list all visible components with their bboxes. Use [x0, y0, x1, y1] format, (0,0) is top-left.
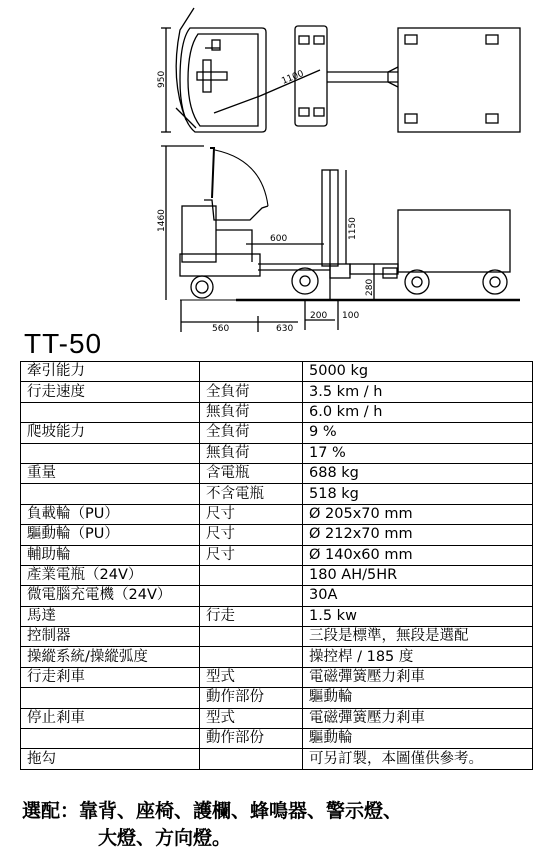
spec-condition: 動作部份: [200, 688, 303, 708]
spec-name: [21, 729, 200, 749]
spec-name: 行走速度: [21, 382, 200, 402]
spec-condition: 尺寸: [200, 525, 303, 545]
spec-value: 30A: [303, 586, 533, 606]
spec-row: [21, 667, 533, 687]
spec-value: Ø 205x70 mm: [303, 504, 533, 524]
dim-200: 200: [310, 311, 328, 321]
spec-name: 拖勾: [21, 749, 200, 769]
spec-value: 驅動輪: [303, 688, 533, 708]
spec-row: [21, 565, 533, 585]
dim-280: 280: [365, 278, 375, 296]
spec-name: [21, 443, 200, 463]
spec-row: [21, 443, 533, 463]
spec-condition: 行走: [200, 606, 303, 626]
spec-value: 驅動輪: [303, 729, 533, 749]
spec-row: [21, 463, 533, 483]
options-line-2: 大燈、方向燈。: [98, 827, 232, 849]
spec-name: [21, 402, 200, 422]
spec-value: 688 kg: [303, 463, 533, 483]
spec-condition: 全負荷: [200, 382, 303, 402]
dim-1460: 1460: [157, 209, 167, 232]
spec-name: 輔助輪: [21, 545, 200, 565]
spec-row: [21, 729, 533, 749]
top-view-wagon: [295, 26, 520, 132]
spec-table: [20, 361, 533, 770]
spec-condition: 不含電瓶: [200, 484, 303, 504]
spec-row: [21, 749, 533, 769]
spec-name: 產業電瓶（24V）: [21, 565, 200, 585]
spec-row: [21, 484, 533, 504]
spec-value: 3.5 km / h: [303, 382, 533, 402]
spec-condition: [200, 647, 303, 667]
spec-condition: 無負荷: [200, 402, 303, 422]
dim-1150: 1150: [348, 217, 358, 240]
spec-name: 牽引能力: [21, 362, 200, 382]
spec-value: 三段是標準，無段是選配: [303, 627, 533, 647]
spec-row: [21, 504, 533, 524]
spec-name: 停止剎車: [21, 708, 200, 728]
spec-value: 9 %: [303, 423, 533, 443]
technical-drawing: [0, 0, 553, 335]
spec-condition: 型式: [200, 667, 303, 687]
spec-condition: [200, 565, 303, 585]
spec-condition: [200, 627, 303, 647]
spec-name: 重量: [21, 463, 200, 483]
spec-name: 操縱系統/操縱弧度: [21, 647, 200, 667]
spec-name: 行走剎車: [21, 667, 200, 687]
dim-600: 600: [270, 234, 288, 244]
spec-value: 17 %: [303, 443, 533, 463]
spec-condition: 無負荷: [200, 443, 303, 463]
dim-560: 560: [212, 324, 230, 334]
spec-value: 180 AH/5HR: [303, 565, 533, 585]
spec-value: 可另訂製，本圖僅供參考。: [303, 749, 533, 769]
spec-value: Ø 212x70 mm: [303, 525, 533, 545]
dim-1100: 1100: [280, 68, 306, 87]
spec-row: [21, 545, 533, 565]
spec-row: [21, 606, 533, 626]
spec-row: [21, 627, 533, 647]
spec-row: [21, 688, 533, 708]
spec-name: [21, 484, 200, 504]
spec-name: 微電腦充電機（24V）: [21, 586, 200, 606]
spec-name: [21, 688, 200, 708]
spec-value: 1.5 kw: [303, 606, 533, 626]
model-title: TT-50: [24, 328, 103, 359]
spec-row: [21, 423, 533, 443]
spec-row: [21, 382, 533, 402]
spec-value: 518 kg: [303, 484, 533, 504]
spec-row: [21, 647, 533, 667]
spec-value: Ø 140x60 mm: [303, 545, 533, 565]
spec-value: 電磁彈簧壓力剎車: [303, 708, 533, 728]
spec-condition: 全負荷: [200, 423, 303, 443]
spec-name: 馬達: [21, 606, 200, 626]
spec-row: [21, 362, 533, 382]
spec-name: 負載輪（PU）: [21, 504, 200, 524]
spec-condition: [200, 749, 303, 769]
spec-row: [21, 708, 533, 728]
spec-row: [21, 402, 533, 422]
dim-100: 100: [342, 311, 360, 321]
spec-row: [21, 525, 533, 545]
spec-value: 操控桿 / 185 度: [303, 647, 533, 667]
spec-row: [21, 586, 533, 606]
spec-name: 控制器: [21, 627, 200, 647]
spec-value: 6.0 km / h: [303, 402, 533, 422]
spec-condition: 動作部份: [200, 729, 303, 749]
spec-name: 爬坡能力: [21, 423, 200, 443]
spec-condition: [200, 586, 303, 606]
spec-condition: [200, 362, 303, 382]
options-note: [22, 798, 402, 852]
options-line-1: 選配：靠背、座椅、護欄、蜂鳴器、警示燈、: [22, 800, 403, 822]
dim-950: 950: [157, 70, 167, 88]
spec-condition: 含電瓶: [200, 463, 303, 483]
spec-condition: 型式: [200, 708, 303, 728]
spec-condition: 尺寸: [200, 545, 303, 565]
spec-condition: 尺寸: [200, 504, 303, 524]
dim-630: 630: [276, 324, 294, 334]
spec-name: 驅動輪（PU）: [21, 525, 200, 545]
spec-value: 電磁彈簧壓力剎車: [303, 667, 533, 687]
spec-value: 5000 kg: [303, 362, 533, 382]
